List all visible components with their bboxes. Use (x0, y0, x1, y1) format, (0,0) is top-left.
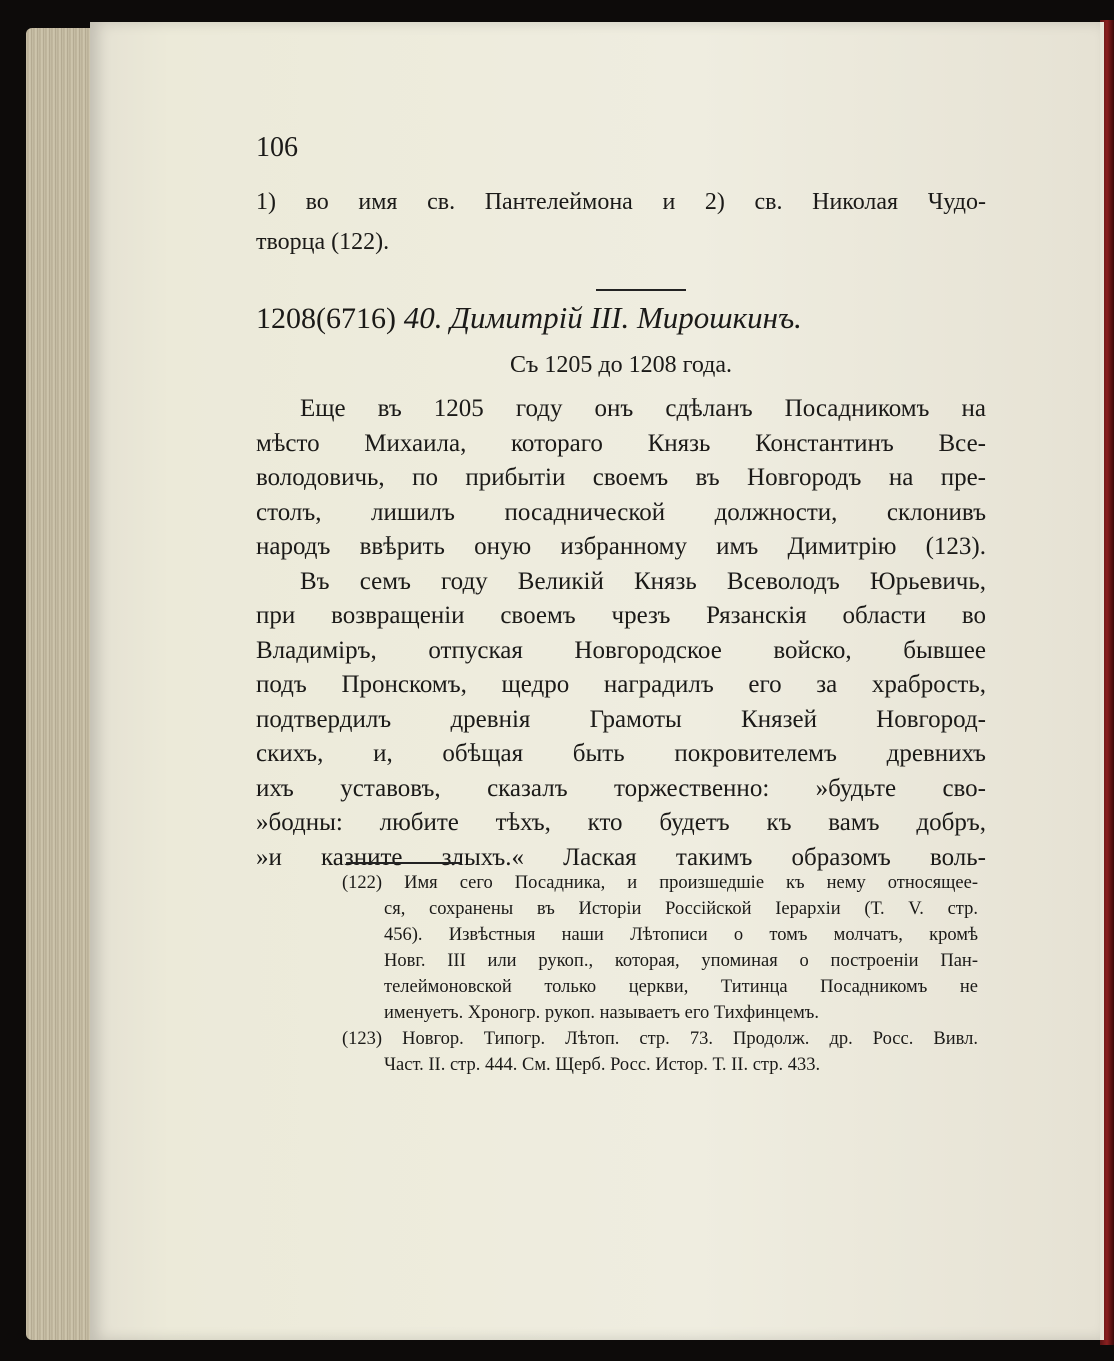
section-heading (256, 300, 986, 336)
intro-line: творца (122). (256, 229, 390, 255)
footnote-divider (346, 862, 462, 864)
body-text (256, 392, 986, 875)
text-line: подтвердилъ древнія Грамоты Князей Новгород- (256, 705, 986, 733)
text-line: володовичь, по прибытіи своемъ въ Новгородъ на пре- (256, 464, 986, 491)
section-divider (596, 289, 686, 291)
text-line: при возвращеніи своемъ чрезъ Рязанскія области во (256, 602, 986, 629)
text-line: столъ, лишилъ посаднической должности, склонивъ (256, 498, 986, 526)
text-line: Владиміръ, отпуская Новгородское войско, бывшее (256, 636, 986, 664)
page-number: 106 (256, 132, 298, 163)
text-line: »бодны: любите тѣхъ, кто будетъ къ вамъ добръ, (256, 809, 986, 836)
text-line: скихъ, и, обѣщая быть покровителемъ древнихъ (256, 740, 986, 767)
footnote-line: (122) Имя сего Посадника, и произшедшіе къ нему относящее- (342, 873, 978, 893)
heading-year: 1208(6716) (256, 302, 396, 335)
footnotes (342, 870, 978, 1078)
footnote-line: телеймоновской только церкви, Титинца Посадникомъ не (384, 977, 978, 997)
section-subheading: Съ 1205 до 1208 года. (509, 352, 733, 378)
text-line: Въ семъ году Великій Князь Всеволодъ Юрьевичь, (300, 567, 986, 595)
footnote-line: именуетъ. Хроногр. рукоп. называетъ его Тихфинцемъ. (384, 1003, 819, 1023)
footnote-line: 456). Извѣстныя наши Лѣтописи о томъ молчатъ, кромѣ (384, 925, 978, 945)
book-page-edges (26, 28, 96, 1340)
intro-text (256, 182, 986, 262)
footnote-line: (123) Новгор. Типогр. Лѣтоп. стр. 73. Продолж. др. Росс. Вивл. (342, 1029, 978, 1049)
text-line: Еще въ 1205 году онъ сдѣланъ Посадникомъ на (300, 395, 986, 422)
text-line: мѣсто Михаила, котораго Князь Константинъ Все- (256, 429, 986, 457)
text-line: ихъ уставовъ, сказалъ торжественно: »будьте сво- (256, 774, 986, 802)
text-line: подъ Пронскомъ, щедро наградилъ его за храбрость, (256, 671, 986, 698)
footnote-line: Част. II. стр. 444. См. Щерб. Росс. Истор. Т. II. стр. 433. (384, 1055, 821, 1075)
intro-line: 1) во имя св. Пантелеймона и 2) св. Николая Чудо- (256, 189, 986, 215)
text-line: »и казните злыхъ.« Лаская такимъ образомъ воль- (256, 843, 986, 871)
text-line: народъ ввѣрить оную избранному имъ Димитрію (123). (256, 533, 986, 560)
heading-title: 40. Димитрій III. Мирошкинъ. (403, 300, 802, 335)
footnote-line: Новг. III или рукоп., которая, упоминая о построеніи Пан- (384, 951, 978, 971)
footnote-line: ся, сохранены въ Исторіи Россійской Іерархіи (Т. V. стр. (384, 899, 978, 919)
